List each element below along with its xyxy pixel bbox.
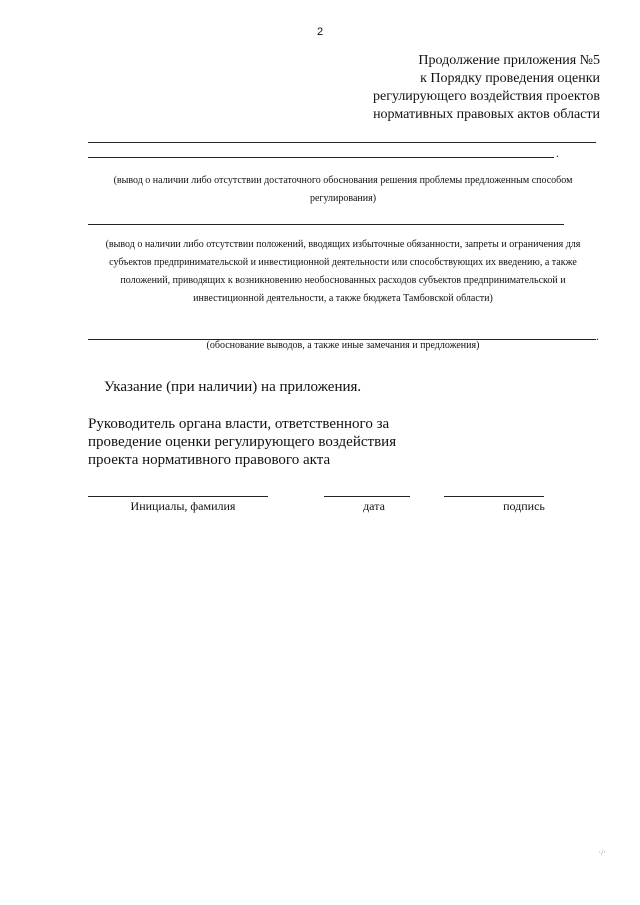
signatory-line: проведение оценки регулирующего воздействия [88,434,397,450]
caption-justification: (вывод о наличии либо отсутствии достаточного обоснования решения проблемы предложенным способом регулирования) [113,175,573,204]
caption-excessive-obligations: (вывод о наличии либо отсутствии положений, вводящих избыточные обязанности, запреты и ограничения для субъектов предпринимательской и инвестиционной деятельности или способствующих их введению, а также положений, приводящих к возникновению необоснованных расходов субъектов предпринимательской и инвестиционной деятельности, а также бюджета Тамбовской области) [105,239,581,304]
header-line: регулирующего воздействия проектов [372,89,600,104]
scan-mark: ·/· [598,848,606,857]
signatory-block [88,415,396,469]
line-end-period: . [556,146,559,160]
page-number: 2 [316,26,324,38]
fill-line [88,142,596,143]
header-line: Продолжение приложения №5 [418,53,600,68]
signatory-line: проекта нормативного правового акта [88,452,331,468]
fill-line [88,157,554,158]
signature-date-label: дата [363,499,385,513]
appendix-note: Указание (при наличии) на приложения. [104,379,362,395]
line-end-period: . [596,329,599,343]
signature-name-line [88,496,268,497]
signature-name-label: Инициалы, фамилия [130,499,236,513]
signatory-line: Руководитель органа власти, ответственного за [88,416,390,432]
header-line: нормативных правовых актов области [373,107,600,122]
appendix-header [320,52,600,124]
caption-conclusions: (обоснование выводов, а также иные замечания и предложения) [206,340,480,351]
signature-sign-line [444,496,544,497]
fill-line [88,224,564,225]
signature-date-line [324,496,410,497]
header-line: к Порядку проведения оценки [420,71,600,86]
signature-sign-label: подпись [503,499,545,513]
